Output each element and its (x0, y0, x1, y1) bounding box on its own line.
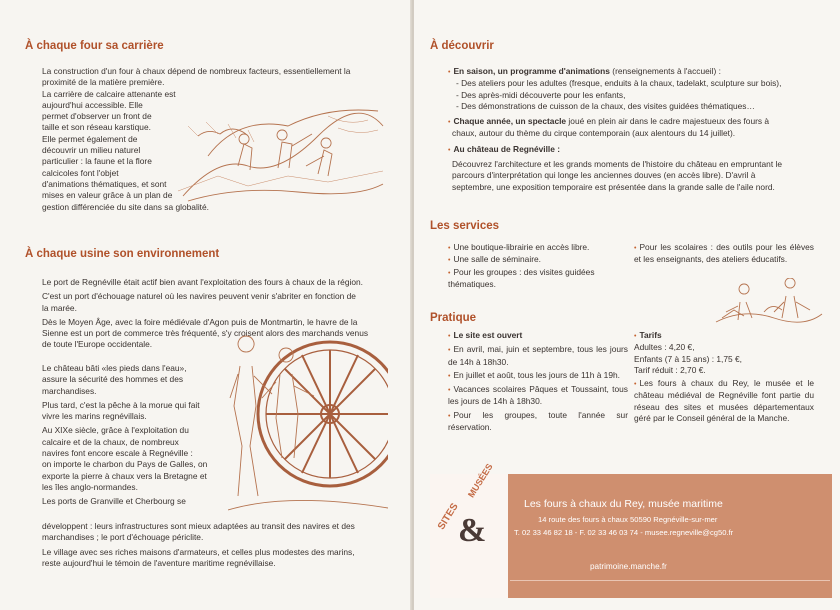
banner-divider (510, 580, 830, 581)
services-col1: • Une boutique-librairie en accès libre. • Une salle de séminaire. • Pour les groupes : des visites guidées thématiques. (448, 242, 595, 289)
discover-text: • En saison, un programme d'animations (renseignements à l'accueil) : - Des ateliers pour les adultes (fresque, enduits à la chaux, tadelakt, sculpture sur bois), - Des après-midi découverte pour les enfants, - Des démonstrations de cuisson de la chaux, des visites guidées thématiques… • Chaque année, un spectacle joué en plein air dans le cadre majestueux des fours à chaux, autour du thème du cirque contemporain (aux alentours du 14 juillet). • Au château de Regnéville : Découvrez l'architecture et les grands moments de l'histoire du château en empruntant le parcours d'interprétation qui longe les anciennes douves (en accès libre). D'avril à septembre, une exposition temporaire est présentée dans la grande salle de l'aile nord. (448, 66, 782, 192)
environment-text-narrow: Le château bâti «les pieds dans l'eau», assure la sécurité des hommes et des marchandises. Plus tard, c'est la pêche à la morue qui fait vivre les marins regnévillais. Au XIXe siècle, grâce à l'exploitation du calcaire et de la chaux, de nombreux navires font encore escale à Regnéville : on importe le charbon du Pays de Galles, on exporte la pierre à chaux vers la Bretagne et les îles anglo-normandes. Les ports de Granville et Cherbourg se (42, 363, 208, 507)
banner-contact[interactable]: T. 02 33 46 82 18 - F. 02 33 46 03 74 - musee.regneville@cg50.fr (514, 528, 734, 537)
banner-website-link[interactable]: patrimoine.manche.fr (590, 562, 667, 571)
sites-musees-logo: SITES & MUSÉES (430, 474, 508, 598)
quarry-workers-illustration (178, 96, 388, 208)
workers-kiln-illustration (714, 278, 824, 328)
section-title-quarry: À chaque four sa carrière (25, 40, 164, 52)
section-title-services: Les services (430, 220, 500, 232)
museum-info-banner (430, 461, 832, 598)
services-col2: • Pour les scolaires : des outils pour les élèves et les enseignants, des ateliers éducatifs. (634, 242, 814, 265)
section-title-discover: À découvrir (430, 40, 494, 52)
quarry-text: La construction d'un four à chaux dépend de nombreux facteurs, essentiellement la proximité de la matière première. La carrière de calcaire attenante est aujourd'hui accessible. Elle permet d'observer un front de taille et son réseau karstique. Elle permet également de découvrir un milieu naturel particulier : la faune et la flore calcicoles font l'objet d'animations thématiques, et sont mises en valeur grâce à un plan de gestion différenciée du site dans sa globalité. (42, 66, 351, 212)
environment-text: Le port de Regnéville était actif bien avant l'exploitation des fours à chaux de la région. C'est un port d'échouage naturel où les navires peuvent venir s'abriter en fonction de la marée. Dès le Moyen Âge, avec la foire médiévale d'Agon puis de Montmartin, le havre de la Sienne est un port de commerce très fréquenté, s'y croisent alors des marchands venus de toute l'Europe occidentale. (42, 277, 369, 350)
tariffs: • Tarifs Adultes : 4,20 €, Enfants (7 à 15 ans) : 1,75 €, Tarif réduit : 2,70 €. • Les fours à chaux du Rey, le musée et le château médiéval de Regnéville font partie du réseau des sites et musées départementaux géré par le Conseil général de la Manche. (634, 330, 814, 424)
banner-address: 14 route des fours à chaux 50590 Regnéville-sur-mer (538, 515, 718, 524)
section-title-practical: Pratique (430, 312, 477, 324)
section-title-environment: À chaque usine son environnement (25, 248, 220, 260)
left-page (0, 0, 412, 610)
banner-title: Les fours à chaux du Rey, musée maritime (524, 498, 723, 510)
environment-text-end: développent : leurs infrastructures sont mieux adaptées au transit des navires et des marchandises ; le port d'échouage périclite. Le village avec ses riches maisons d'armateurs, et celles plus modestes des marins, reste aujourd'hui le témoin de l'aventure maritime regnévillaise. (42, 521, 355, 568)
opening-hours: • Le site est ouvert • En avril, mai, juin et septembre, tous les jours de 14h à 18h30. • En juillet et août, tous les jours de 11h à 19h. • Vacances scolaires Pâques et Toussaint, tous les jours de 14h à 18h30. • Pour les groupes, toute l'année sur réservation. (448, 330, 628, 433)
cart-wheel-illustration (228, 322, 388, 518)
